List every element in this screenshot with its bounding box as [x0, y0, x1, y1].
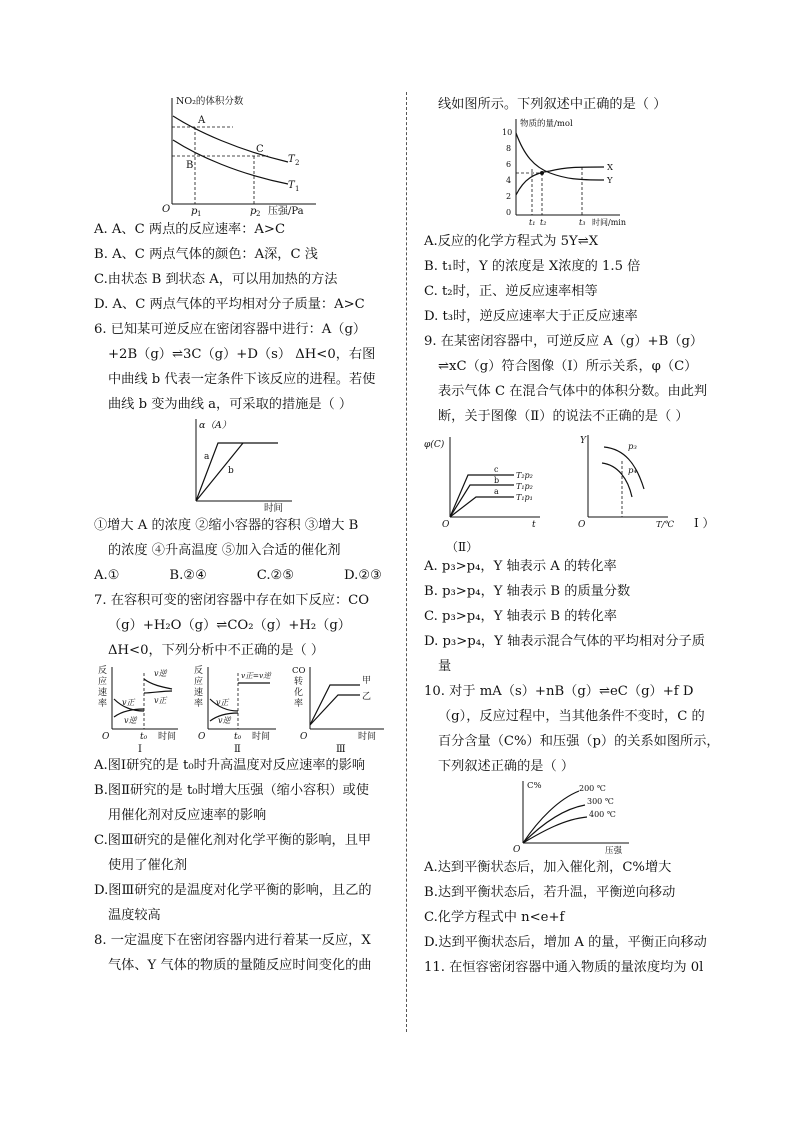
svg-text:Ⅰ: Ⅰ [138, 744, 142, 753]
svg-text:压强/Pa: 压强/Pa [268, 206, 304, 217]
q9-option-a: A. p₃>p₄，Y 轴表示 A 的转化率 [424, 559, 617, 574]
svg-text:应: 应 [194, 677, 204, 687]
svg-text:t₃: t₃ [579, 218, 586, 227]
svg-text:速: 速 [194, 688, 204, 698]
svg-text:反: 反 [194, 666, 204, 676]
q7-stem: 7. 在容积可变的密闭容器中存在如下反应：CO [94, 593, 370, 608]
svg-text:物质的量/mol: 物质的量/mol [520, 119, 573, 129]
svg-text:率: 率 [98, 699, 108, 709]
svg-text:时间: 时间 [158, 732, 177, 742]
q9-stem: ⇌xC（g）符合图像（Ⅰ）所示关系，φ（C） [438, 359, 698, 374]
svg-text:a: a [494, 487, 499, 496]
svg-text:t₀: t₀ [140, 732, 148, 742]
svg-text:甲: 甲 [362, 676, 372, 686]
svg-text:率: 率 [194, 699, 204, 709]
svg-text:时间: 时间 [358, 732, 377, 742]
svg-text:T: T [288, 180, 295, 191]
svg-text:O: O [578, 520, 586, 530]
svg-text:时间: 时间 [264, 503, 284, 513]
q6-stem: +2B（g）⇌3C（g）+D（s） ΔH<0，右图 [108, 347, 376, 362]
svg-text:v逆: v逆 [124, 716, 137, 725]
q6-measures: 的浓度 ④升高温度 ⑤加入合适的催化剂 [108, 543, 341, 558]
svg-text:X: X [607, 163, 614, 173]
q6-option-b: B.②④ [169, 568, 207, 583]
svg-text:T₁p₂: T₁p₂ [516, 482, 533, 491]
q9-stem: 表示气体 C 在混合气体中的体积分数。由此判 [438, 384, 708, 399]
q8-stem: 气体、Y 气体的物质的量随反应时间变化的曲 [108, 958, 372, 973]
svg-text:a: a [204, 452, 210, 462]
no2-volume-fraction-figure [158, 92, 328, 217]
q8-stem: 线如图所示。下列叙述中正确的是（ ） [438, 97, 667, 112]
svg-text:O: O [162, 204, 171, 215]
q10-option-a: A.达到平衡状态后，加入催化剂，C%增大 [424, 860, 672, 875]
svg-text:B: B [186, 160, 194, 171]
svg-text:O: O [442, 520, 450, 530]
svg-text:p: p [250, 206, 257, 217]
q7-option-c: C.图Ⅲ研究的是催化剂对化学平衡的影响，且甲 [94, 833, 372, 848]
left-column [94, 92, 392, 978]
svg-text:率: 率 [294, 699, 304, 709]
svg-text:8: 8 [506, 144, 512, 153]
svg-text:v正: v正 [154, 696, 167, 705]
svg-text:T/℃: T/℃ [656, 520, 675, 530]
svg-text:4: 4 [506, 176, 512, 185]
q5-option-a: A. A、C 两点的反应速率：A>C [94, 222, 286, 237]
q8-option-d: D. t₃时，逆反应速率大于正反应速率 [424, 309, 638, 324]
alpha-a-figure [188, 417, 298, 513]
svg-text:化: 化 [294, 688, 304, 698]
svg-text:p₃: p₃ [628, 442, 637, 452]
q10-option-b: B.达到平衡状态后，若升温，平衡逆向移动 [424, 885, 676, 900]
q7-graph-1 [98, 664, 178, 753]
q8-option-c: C. t₂时，正、逆反应速率相等 [424, 284, 598, 299]
svg-text:6: 6 [506, 160, 512, 169]
q6-option-c: C.②⑤ [256, 568, 295, 583]
q10-stem: （g），反应过程中，当其他条件不变时，C 的 [438, 709, 705, 724]
svg-text:O: O [513, 845, 521, 855]
svg-text:10: 10 [502, 128, 513, 137]
svg-text:t: t [532, 520, 536, 530]
q7-option-a: A.图Ⅰ研究的是 t₀时升高温度对反应速率的影响 [94, 758, 366, 773]
svg-text:CO: CO [292, 666, 306, 676]
q5-option-d: D. A、C 两点气体的平均相对分子质量：A>C [94, 297, 365, 312]
q7-option-d-cont: 温度较高 [108, 908, 161, 923]
right-column [424, 92, 724, 980]
svg-text:O: O [102, 732, 110, 742]
svg-text:T: T [288, 154, 295, 165]
svg-text:b: b [228, 466, 234, 476]
svg-text:时间: 时间 [252, 732, 271, 742]
q7-option-c-cont: 使用了催化剂 [108, 858, 188, 873]
svg-text:2: 2 [506, 192, 512, 201]
q8-option-b: B. t₁时，Y 的浓度是 X浓度的 1.5 倍 [424, 259, 641, 274]
q10-stem: 下列叙述正确的是（ ） [438, 759, 575, 774]
svg-text:T₁p₁: T₁p₁ [516, 493, 533, 502]
q9-option-c: C. p₃>p₄，Y 轴表示 B 的转化率 [424, 609, 617, 624]
q8-stem: 8. 一定温度下在密闭容器内进行着某一反应，X [94, 933, 371, 948]
q7-graph-3 [292, 666, 384, 753]
q9-stem: 9. 在某密闭容器中，可逆反应 A（g）+B（g） [424, 334, 704, 349]
xy-amount-figure [494, 117, 654, 229]
q9-option-b: B. p₃>p₄，Y 轴表示 B 的质量分数 [424, 584, 631, 599]
c-percent-pressure-figure [509, 779, 639, 855]
q9-option-d: D. p₃>p₄，Y 轴表示混合气体的平均相对分子质 [424, 634, 705, 649]
q7-stem: （g）+H₂O（g）⇌CO₂（g）+H₂（g） [108, 618, 351, 633]
svg-text:400 ℃: 400 ℃ [589, 810, 616, 819]
svg-text:C: C [256, 144, 264, 155]
q9-graph-2 [578, 435, 675, 530]
svg-text:200 ℃: 200 ℃ [579, 784, 606, 793]
svg-text:300 ℃: 300 ℃ [587, 797, 614, 806]
svg-text:O: O [300, 732, 308, 742]
no2-ylabel: NO₂的体积分数 [176, 96, 244, 107]
svg-text:A: A [198, 115, 206, 126]
svg-text:T₂p₂: T₂p₂ [516, 471, 533, 480]
svg-text:p: p [191, 206, 198, 217]
q7-graph-2 [194, 664, 276, 753]
q6-stem: 曲线 b 变为曲线 a，可采取的措施是（ ） [108, 397, 353, 412]
svg-text:t₁: t₁ [529, 218, 536, 227]
q9-graph-label-2: （Ⅱ） [446, 540, 479, 554]
column-divider [406, 92, 407, 1032]
q9-graph-1 [424, 437, 540, 530]
q6-stem: 6. 已知某可逆反应在密闭容器中进行：A（g） [94, 322, 367, 337]
svg-text:乙: 乙 [362, 692, 372, 702]
q9-stem: 断，关于图像（Ⅱ）的说法不正确的是（ ） [438, 409, 689, 424]
q10-option-d: D.达到平衡状态后，增加 A 的量，平衡正向移动 [424, 935, 707, 950]
q7-option-b-cont: 用催化剂对反应速率的影响 [108, 808, 267, 823]
q7-option-d: D.图Ⅲ研究的是温度对化学平衡的影响，且乙的 [94, 883, 372, 898]
q6-options [94, 563, 392, 588]
svg-text:时间/min: 时间/min [592, 218, 626, 227]
svg-text:反: 反 [98, 666, 108, 676]
svg-text:v正=v逆: v正=v逆 [241, 671, 271, 680]
q8-option-a: A.反应的化学方程式为 5Y⇌X [424, 234, 599, 249]
q9-figures [424, 429, 724, 554]
svg-text:Y: Y [580, 436, 586, 446]
svg-text:Ⅲ: Ⅲ [336, 744, 346, 753]
svg-text:Y: Y [607, 176, 613, 186]
svg-text:速: 速 [98, 688, 108, 698]
svg-text:p₄: p₄ [628, 466, 637, 476]
svg-text:φ(C): φ(C) [424, 440, 445, 450]
q6-option-d: D.②③ [344, 568, 382, 583]
svg-text:1: 1 [295, 185, 300, 193]
svg-text:应: 应 [98, 677, 108, 687]
q7-option-b: B.图Ⅱ研究的是 t₀时增大压强（缩小容积）或使 [94, 783, 369, 798]
q11-stem: 11. 在恒容密闭容器中通入物质的量浓度均为 0l [424, 960, 704, 975]
svg-text:0: 0 [506, 208, 512, 217]
svg-text:O: O [198, 732, 206, 742]
svg-text:v逆: v逆 [218, 716, 231, 725]
q6-stem: 中曲线 b 代表一定条件下该反应的进程。若使 [108, 372, 376, 387]
svg-text:C%: C% [527, 781, 542, 791]
svg-text:t₂: t₂ [540, 218, 547, 227]
q10-stem: 10. 对于 mA（s）+nB（g）⇌eC（g）+f D [424, 684, 694, 699]
svg-text:2: 2 [295, 159, 300, 167]
svg-text:Ⅱ: Ⅱ [234, 744, 241, 753]
svg-text:c: c [494, 465, 499, 474]
q9-graph-label-1: Ⅰ ） [694, 516, 715, 530]
svg-text:t₀: t₀ [234, 732, 242, 742]
svg-text:转: 转 [294, 677, 304, 687]
svg-text:1: 1 [197, 210, 202, 217]
svg-text:2: 2 [256, 210, 261, 217]
q10-option-c: C.化学方程式中 n<e+f [424, 910, 565, 925]
q5-option-c: C.由状态 B 到状态 A，可以用加热的方法 [94, 272, 338, 287]
q5-option-b: B. A、C 两点气体的颜色：A深，C 浅 [94, 247, 318, 262]
q7-stem: ΔH<0，下列分析中不正确的是（ ） [108, 643, 325, 658]
q6-option-a: A.① [94, 568, 120, 583]
q7-rate-figures [98, 663, 388, 753]
q6-measures: ①增大 A 的浓度 ②缩小容器的容积 ③增大 B [94, 518, 359, 533]
q9-option-d-cont: 量 [438, 659, 452, 674]
svg-text:α（A）: α（A） [199, 420, 232, 431]
svg-text:v逆: v逆 [154, 669, 167, 678]
q10-stem: 百分含量（C%）和压强（p）的关系如图所示， [438, 734, 720, 749]
svg-text:压强: 压强 [605, 846, 623, 855]
svg-text:v正: v正 [122, 698, 135, 707]
svg-text:v正: v正 [216, 698, 229, 707]
svg-text:b: b [494, 476, 500, 485]
